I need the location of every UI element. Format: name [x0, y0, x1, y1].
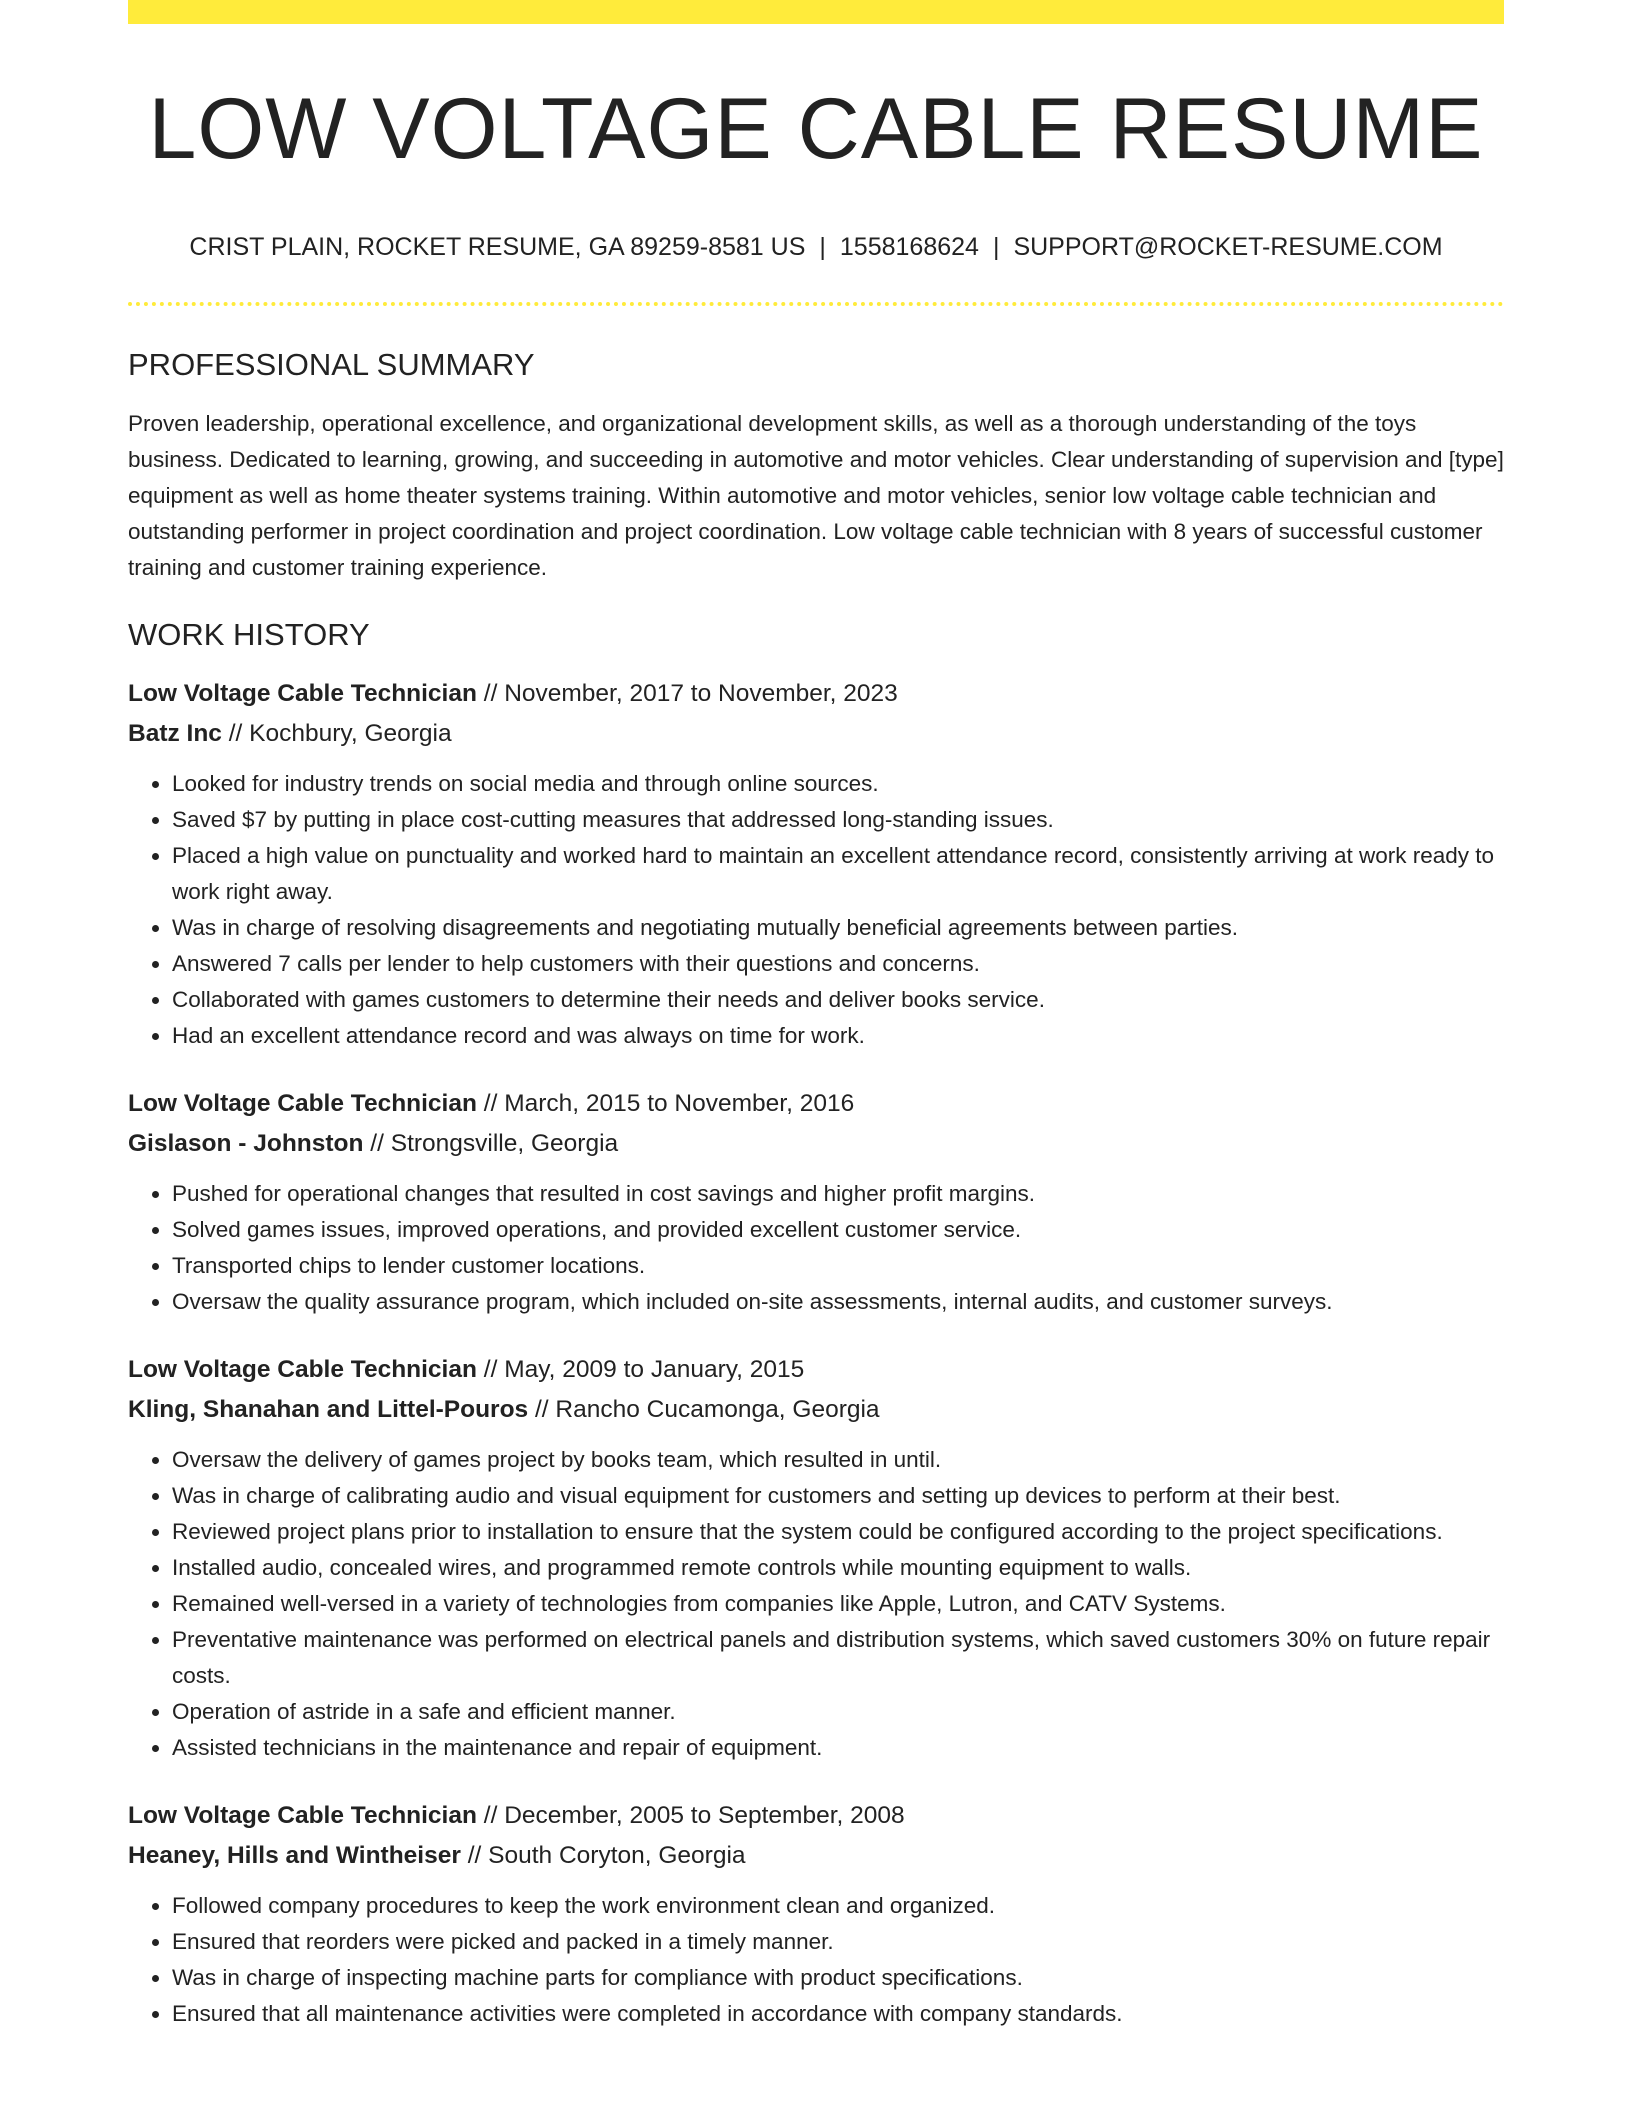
job-location: // South Coryton, Georgia: [460, 1842, 746, 1870]
job-entry: [128, 674, 1504, 1054]
job-entry: [128, 1084, 1504, 1320]
job-bullet: • Solved games issues, improved operations, and provided excellent customer service.: [172, 1212, 1504, 1248]
job-bullet: • Operation of astride in a safe and efficient manner.: [172, 1694, 1504, 1730]
job-bullet: • Oversaw the delivery of games project by books team, which resulted in until.: [172, 1442, 1504, 1478]
job-company-line: [128, 1390, 1504, 1430]
job-bullet: • Ensured that reorders were picked and packed in a timely manner.: [172, 1924, 1504, 1960]
job-company: Heaney, Hills and Wintheiser: [128, 1842, 461, 1870]
job-company-line: [128, 1836, 1504, 1876]
job-location: // Strongsville, Georgia: [363, 1130, 619, 1158]
job-title-line: [128, 674, 1504, 714]
job-bullet: • Assisted technicians in the maintenance and repair of equipment.: [172, 1730, 1504, 1766]
job-bullet: • Oversaw the quality assurance program, which included on-site assessments, internal audits, and customer surveys.: [172, 1284, 1504, 1320]
job-bullet-list: [128, 766, 1504, 1054]
top-accent-bar: [128, 0, 1504, 24]
contact-line: [128, 232, 1504, 262]
contact-email: SUPPORT@ROCKET-RESUME.COM: [1013, 233, 1443, 262]
work-history-heading: WORK HISTORY: [128, 617, 370, 653]
job-bullet-list: [128, 1442, 1504, 1766]
job-company-line: [128, 714, 1504, 754]
job-bullet: • Remained well-versed in a variety of technologies from companies like Apple, Lutron, and CATV Systems.: [172, 1586, 1504, 1622]
job-bullet: • Was in charge of resolving disagreements and negotiating mutually beneficial agreements between parties.: [172, 910, 1504, 946]
job-bullet-list: [128, 1176, 1504, 1320]
job-location: // Kochbury, Georgia: [221, 720, 452, 748]
job-dates: // December, 2005 to September, 2008: [476, 1802, 905, 1830]
job-bullet: • Collaborated with games customers to determine their needs and deliver books service.: [172, 982, 1504, 1018]
job-company-line: [128, 1124, 1504, 1164]
job-title: Low Voltage Cable Technician: [128, 1802, 477, 1830]
job-bullet-list: [128, 1888, 1504, 2032]
job-bullet: • Saved $7 by putting in place cost-cutting measures that addressed long-standing issues.: [172, 802, 1504, 838]
job-bullet: • Answered 7 calls per lender to help customers with their questions and concerns.: [172, 946, 1504, 982]
contact-separator: |: [992, 233, 1000, 262]
job-company: Batz Inc: [128, 720, 222, 748]
dotted-divider: [128, 302, 1504, 306]
job-bullet: • Transported chips to lender customer locations.: [172, 1248, 1504, 1284]
job-bullet: • Followed company procedures to keep the work environment clean and organized.: [172, 1888, 1504, 1924]
summary-heading: PROFESSIONAL SUMMARY: [128, 347, 535, 383]
job-entry: [128, 1350, 1504, 1766]
contact-address: CRIST PLAIN, ROCKET RESUME, GA 89259-8581 US: [189, 233, 806, 262]
job-bullet: • Preventative maintenance was performed on electrical panels and distribution systems, which saved customers 30% on future repair costs.: [172, 1622, 1504, 1694]
resume-title: LOW VOLTAGE CABLE RESUME: [148, 81, 1484, 177]
job-bullet: • Reviewed project plans prior to installation to ensure that the system could be configured according to the project specifications.: [172, 1514, 1504, 1550]
job-title: Low Voltage Cable Technician: [128, 1356, 477, 1384]
job-company: Gislason - Johnston: [128, 1130, 364, 1158]
job-title: Low Voltage Cable Technician: [128, 680, 477, 708]
job-title: Low Voltage Cable Technician: [128, 1090, 477, 1118]
job-title-line: [128, 1084, 1504, 1124]
job-bullet: • Had an excellent attendance record and was always on time for work.: [172, 1018, 1504, 1054]
contact-separator: |: [819, 233, 826, 262]
summary-text: Proven leadership, operational excellence, and organizational development skills, as well as a thorough understanding of the toys business. Dedicated to learning, growing, and succeeding in automotive and motor vehicles. Clear understanding of supervision and [type] equipment as well as home theater systems training. Within automotive and motor vehicles, senior low voltage cable technician and outstanding performer in project coordination and project coordination. Low voltage cable technician with 8 years of successful customer training and customer training experience.: [128, 411, 1504, 581]
job-bullet: • Was in charge of inspecting machine parts for compliance with product specifications.: [172, 1960, 1504, 1996]
job-title-line: [128, 1796, 1504, 1836]
job-bullet: • Ensured that all maintenance activities were completed in accordance with company standards.: [172, 1996, 1504, 2032]
job-bullet: • Installed audio, concealed wires, and programmed remote controls while mounting equipment to walls.: [172, 1550, 1504, 1586]
job-location: // Rancho Cucamonga, Georgia: [528, 1396, 880, 1424]
job-dates: // November, 2017 to November, 2023: [476, 680, 898, 708]
resume-page: [128, 0, 1504, 2032]
job-bullet: • Looked for industry trends on social media and through online sources.: [172, 766, 1504, 802]
job-company: Kling, Shanahan and Littel-Pouros: [128, 1396, 529, 1424]
job-bullet: • Placed a high value on punctuality and worked hard to maintain an excellent attendance record, consistently arriving at work ready to work right away.: [172, 838, 1504, 910]
job-dates: // March, 2015 to November, 2016: [476, 1090, 855, 1118]
job-dates: // May, 2009 to January, 2015: [476, 1356, 805, 1384]
work-history-list: [128, 674, 1504, 2032]
job-entry: [128, 1796, 1504, 2032]
job-bullet: • Pushed for operational changes that resulted in cost savings and higher profit margins.: [172, 1176, 1504, 1212]
job-title-line: [128, 1350, 1504, 1390]
contact-phone: 1558168624: [839, 233, 979, 262]
job-bullet: • Was in charge of calibrating audio and visual equipment for customers and setting up devices to perform at their best.: [172, 1478, 1504, 1514]
